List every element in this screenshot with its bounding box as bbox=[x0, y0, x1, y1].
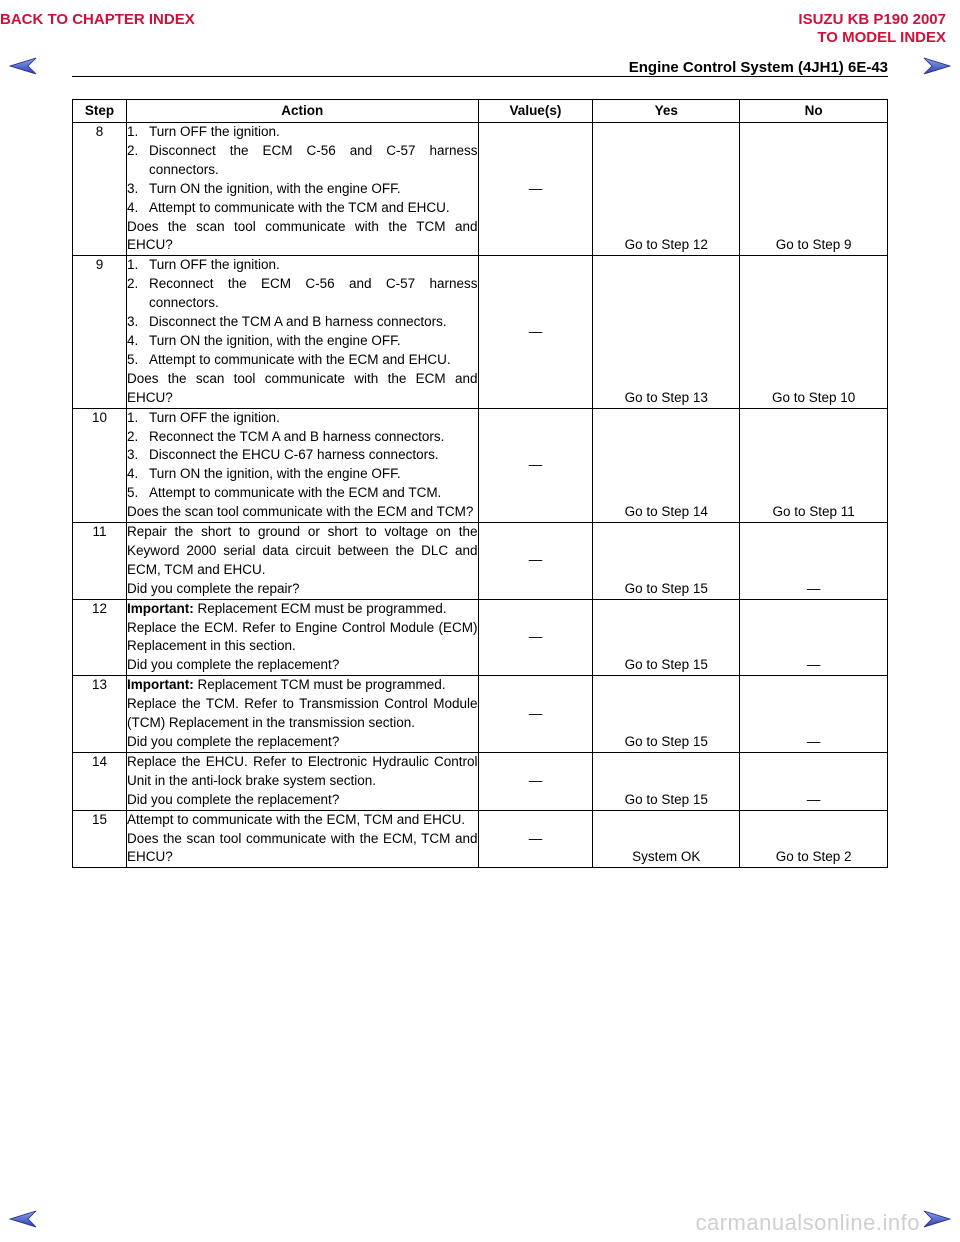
step-number: 12 bbox=[73, 599, 127, 676]
page-header-title: Engine Control System (4JH1) 6E-43 bbox=[628, 59, 888, 76]
step-number: 11 bbox=[73, 523, 127, 600]
step-action bbox=[126, 408, 478, 522]
important-text: Replacement ECM must be programmed. bbox=[197, 600, 447, 616]
list-item: 2. Reconnect the ECM C-56 and C-57 harness connectors. bbox=[126, 276, 478, 311]
previous-page-arrow-icon[interactable] bbox=[8, 57, 38, 75]
important-note bbox=[127, 600, 478, 619]
step-value: — bbox=[478, 676, 593, 753]
step-instruction: Replace the ECM. Refer to Engine Control Module (ECM) Replacement in this section. bbox=[126, 619, 478, 654]
step-question: Did you complete the replacement? bbox=[126, 791, 340, 807]
step-question: Does the scan tool communicate with the ECM, TCM and EHCU? bbox=[126, 830, 478, 865]
step-no-result: Go to Step 11 bbox=[740, 408, 888, 522]
watermark: carmanualsonline.info bbox=[695, 1210, 920, 1235]
list-item: 1. Turn OFF the ignition. bbox=[126, 124, 280, 139]
column-header-no: No bbox=[740, 100, 888, 123]
table-row bbox=[73, 599, 888, 676]
list-item: 5. Attempt to communicate with the ECM and EHCU. bbox=[126, 351, 451, 367]
step-value: — bbox=[478, 256, 593, 408]
column-header-action: Action bbox=[126, 100, 478, 123]
table-row bbox=[73, 523, 888, 600]
column-header-step: Step bbox=[73, 100, 127, 123]
step-yes-result: Go to Step 12 bbox=[593, 123, 740, 256]
step-number: 13 bbox=[73, 676, 127, 753]
step-number: 14 bbox=[73, 752, 127, 810]
list-item: 3. Turn ON the ignition, with the engine OFF. bbox=[126, 180, 401, 196]
list-item: 4. Turn ON the ignition, with the engine OFF. bbox=[126, 332, 401, 348]
list-item: 5. Attempt to communicate with the ECM and TCM. bbox=[126, 485, 442, 501]
step-value: — bbox=[478, 123, 593, 256]
next-page-arrow-icon-bottom[interactable] bbox=[922, 1210, 952, 1228]
list-item: 2. Reconnect the TCM A and B harness connectors. bbox=[126, 428, 445, 444]
list-item: 3. Disconnect the EHCU C-67 harness connectors. bbox=[126, 447, 439, 463]
table-header-row bbox=[73, 100, 888, 123]
step-yes-result: Go to Step 15 bbox=[593, 599, 740, 676]
table-row bbox=[73, 810, 888, 868]
important-label: Important: bbox=[126, 600, 194, 616]
step-yes-result: Go to Step 15 bbox=[593, 752, 740, 810]
list-item: 4. Attempt to communicate with the TCM and EHCU. bbox=[126, 199, 450, 215]
step-question: Did you complete the repair? bbox=[126, 580, 300, 596]
step-action bbox=[126, 752, 478, 810]
list-item: 1. Turn OFF the ignition. bbox=[126, 257, 280, 273]
step-instruction: Replace the EHCU. Refer to Electronic Hydraulic Control Unit in the anti-lock brake system section. bbox=[126, 753, 478, 788]
step-action bbox=[126, 523, 478, 600]
step-no-result: Go to Step 2 bbox=[740, 810, 888, 868]
table-row bbox=[73, 408, 888, 522]
diagnostic-steps-table bbox=[72, 99, 888, 868]
list-item: 3. Disconnect the TCM A and B harness connectors. bbox=[126, 314, 447, 330]
step-number: 10 bbox=[73, 408, 127, 522]
step-value: — bbox=[478, 523, 593, 600]
list-item: 1. Turn OFF the ignition. bbox=[126, 409, 280, 425]
back-to-chapter-index-link[interactable]: BACK TO CHAPTER INDEX bbox=[0, 11, 195, 28]
step-question: Did you complete the replacement? bbox=[126, 734, 340, 749]
important-text: Replacement TCM must be programmed. bbox=[197, 677, 446, 693]
step-action bbox=[126, 676, 478, 753]
important-label: Important: bbox=[126, 677, 194, 693]
step-no-result: — bbox=[740, 523, 888, 600]
step-action bbox=[126, 123, 478, 256]
step-number: 9 bbox=[73, 256, 127, 408]
column-header-yes: Yes bbox=[593, 100, 740, 123]
model-title-link[interactable]: ISUZU KB P190 2007 bbox=[798, 11, 946, 28]
step-question: Did you complete the replacement? bbox=[126, 657, 340, 673]
step-no-result: — bbox=[740, 752, 888, 810]
step-value: — bbox=[478, 752, 593, 810]
step-instruction: Replace the TCM. Refer to Transmission Control Module (TCM) Replacement in the transmission section. bbox=[126, 696, 478, 731]
previous-page-arrow-icon-bottom[interactable] bbox=[8, 1210, 38, 1228]
step-yes-result: Go to Step 15 bbox=[593, 523, 740, 600]
step-yes-result: System OK bbox=[593, 810, 740, 868]
step-action bbox=[126, 599, 478, 676]
important-note bbox=[127, 676, 478, 695]
step-question: Does the scan tool communicate with the ECM and TCM? bbox=[126, 504, 474, 520]
step-no-result: — bbox=[740, 599, 888, 676]
table-row bbox=[73, 256, 888, 408]
list-item: 4. Turn ON the ignition, with the engine OFF. bbox=[126, 466, 401, 482]
step-number: 15 bbox=[73, 810, 127, 868]
step-instruction: Repair the short to ground or short to voltage on the Keyword 2000 serial data circuit between the DLC and ECM, TCM and EHCU. bbox=[126, 524, 478, 577]
to-model-index-link[interactable]: TO MODEL INDEX bbox=[817, 29, 946, 46]
table-row bbox=[73, 752, 888, 810]
step-action bbox=[126, 810, 478, 868]
step-value: — bbox=[478, 408, 593, 522]
step-no-result: Go to Step 9 bbox=[740, 123, 888, 256]
step-yes-result: Go to Step 15 bbox=[593, 676, 740, 753]
list-item: 2. Disconnect the ECM C-56 and C-57 harness connectors. bbox=[126, 142, 478, 177]
step-value: — bbox=[478, 810, 593, 868]
step-number: 8 bbox=[73, 123, 127, 256]
table-row bbox=[73, 676, 888, 753]
step-yes-result: Go to Step 13 bbox=[593, 256, 740, 408]
step-instruction: Attempt to communicate with the ECM, TCM and EHCU. bbox=[126, 811, 466, 827]
column-header-values: Value(s) bbox=[478, 100, 593, 123]
step-question: Does the scan tool communicate with the TCM and EHCU? bbox=[126, 218, 478, 253]
step-no-result: — bbox=[740, 676, 888, 753]
table-row bbox=[73, 123, 888, 256]
step-yes-result: Go to Step 14 bbox=[593, 408, 740, 522]
next-page-arrow-icon[interactable] bbox=[922, 57, 952, 75]
step-no-result: Go to Step 10 bbox=[740, 256, 888, 408]
header-rule bbox=[72, 76, 888, 77]
step-action bbox=[126, 256, 478, 408]
step-question: Does the scan tool communicate with the ECM and EHCU? bbox=[126, 370, 478, 405]
step-value: — bbox=[478, 599, 593, 676]
